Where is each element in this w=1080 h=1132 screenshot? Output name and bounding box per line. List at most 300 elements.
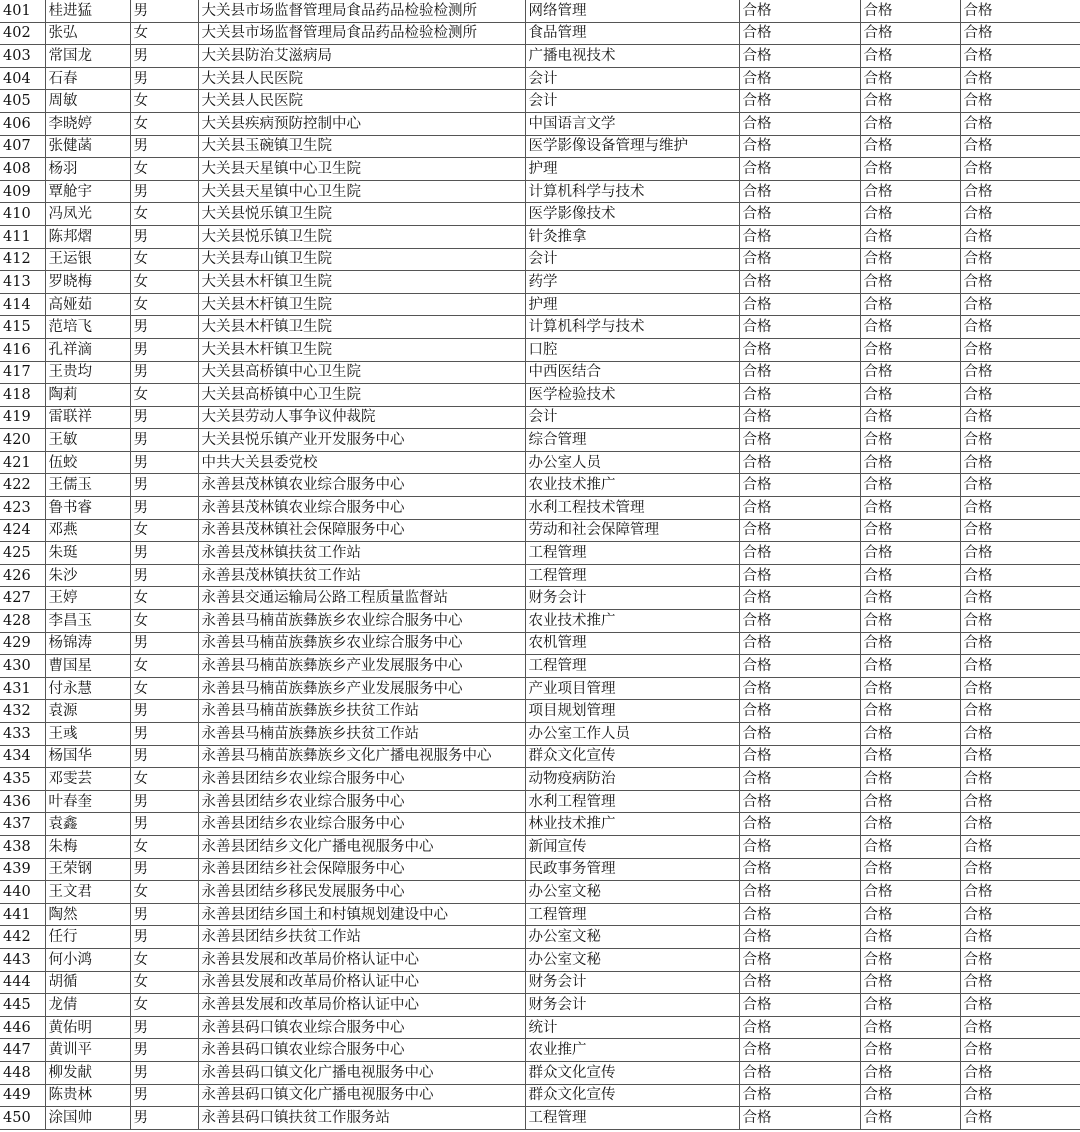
position-cell: 水利工程技术管理: [525, 497, 739, 520]
gender-cell: 男: [130, 406, 198, 429]
table-row: [0, 406, 1080, 429]
table-row: [0, 948, 1080, 971]
employer-unit-cell: 大关县天星镇中心卫生院: [198, 180, 525, 203]
result-cell-2: 合格: [860, 248, 960, 271]
result-cell-1: 合格: [739, 67, 860, 90]
result-cell-1: 合格: [739, 745, 860, 768]
result-cell-2: 合格: [860, 542, 960, 565]
result-cell-2: 合格: [860, 1039, 960, 1062]
employer-unit-cell: 永善县发展和改革局价格认证中心: [198, 971, 525, 994]
result-cell-3: 合格: [960, 587, 1080, 610]
result-cell-3: 合格: [960, 632, 1080, 655]
row-number-cell: 437: [0, 813, 45, 836]
result-cell-2: 合格: [860, 293, 960, 316]
name-cell: 柳发献: [45, 1061, 130, 1084]
table-row: [0, 587, 1080, 610]
row-number-cell: 423: [0, 497, 45, 520]
result-cell-2: 合格: [860, 429, 960, 452]
employer-unit-cell: 永善县团结乡农业综合服务中心: [198, 790, 525, 813]
position-cell: 农业技术推广: [525, 610, 739, 633]
result-cell-3: 合格: [960, 994, 1080, 1017]
gender-cell: 男: [130, 361, 198, 384]
result-cell-2: 合格: [860, 903, 960, 926]
table-row: [0, 813, 1080, 836]
name-cell: 黄训平: [45, 1039, 130, 1062]
row-number-cell: 443: [0, 948, 45, 971]
gender-cell: 男: [130, 903, 198, 926]
table-row: [0, 112, 1080, 135]
name-cell: 李昌玉: [45, 610, 130, 633]
name-cell: 涂国帅: [45, 1107, 130, 1130]
result-cell-2: 合格: [860, 858, 960, 881]
table-row: [0, 610, 1080, 633]
name-cell: 王文君: [45, 881, 130, 904]
table-row: [0, 881, 1080, 904]
position-cell: 办公室工作人员: [525, 723, 739, 746]
result-cell-1: 合格: [739, 519, 860, 542]
name-cell: 王荣钢: [45, 858, 130, 881]
employer-unit-cell: 永善县茂林镇农业综合服务中心: [198, 497, 525, 520]
row-number-cell: 433: [0, 723, 45, 746]
row-number-cell: 431: [0, 677, 45, 700]
employer-unit-cell: 永善县团结乡社会保障服务中心: [198, 858, 525, 881]
result-cell-1: 合格: [739, 1016, 860, 1039]
table-row: [0, 451, 1080, 474]
result-cell-2: 合格: [860, 1016, 960, 1039]
name-cell: 邓燕: [45, 519, 130, 542]
gender-cell: 男: [130, 700, 198, 723]
gender-cell: 女: [130, 948, 198, 971]
name-cell: 何小鸿: [45, 948, 130, 971]
gender-cell: 女: [130, 271, 198, 294]
gender-cell: 男: [130, 1107, 198, 1130]
name-cell: 雷联祥: [45, 406, 130, 429]
employer-unit-cell: 永善县码口镇农业综合服务中心: [198, 1039, 525, 1062]
result-cell-1: 合格: [739, 180, 860, 203]
result-cell-2: 合格: [860, 881, 960, 904]
row-number-cell: 428: [0, 610, 45, 633]
result-cell-3: 合格: [960, 203, 1080, 226]
row-number-cell: 403: [0, 45, 45, 68]
table-row: [0, 429, 1080, 452]
position-cell: 中国语言文学: [525, 112, 739, 135]
position-cell: 项目规划管理: [525, 700, 739, 723]
employer-unit-cell: 永善县茂林镇扶贫工作站: [198, 542, 525, 565]
position-cell: 网络管理: [525, 0, 739, 22]
result-cell-1: 合格: [739, 1039, 860, 1062]
position-cell: 工程管理: [525, 655, 739, 678]
table-row: [0, 45, 1080, 68]
gender-cell: 女: [130, 203, 198, 226]
row-number-cell: 411: [0, 225, 45, 248]
position-cell: 针灸推拿: [525, 225, 739, 248]
employer-unit-cell: 永善县茂林镇农业综合服务中心: [198, 474, 525, 497]
row-number-cell: 420: [0, 429, 45, 452]
result-cell-2: 合格: [860, 723, 960, 746]
row-number-cell: 418: [0, 384, 45, 407]
row-number-cell: 439: [0, 858, 45, 881]
result-cell-1: 合格: [739, 768, 860, 791]
position-cell: 会计: [525, 90, 739, 113]
row-number-cell: 413: [0, 271, 45, 294]
result-cell-1: 合格: [739, 610, 860, 633]
result-cell-3: 合格: [960, 700, 1080, 723]
result-cell-2: 合格: [860, 587, 960, 610]
position-cell: 护理: [525, 158, 739, 181]
position-cell: 群众文化宣传: [525, 745, 739, 768]
result-cell-3: 合格: [960, 384, 1080, 407]
result-cell-3: 合格: [960, 451, 1080, 474]
table-row: [0, 158, 1080, 181]
position-cell: 口腔: [525, 338, 739, 361]
result-cell-1: 合格: [739, 926, 860, 949]
row-number-cell: 404: [0, 67, 45, 90]
name-cell: 陶然: [45, 903, 130, 926]
result-cell-3: 合格: [960, 158, 1080, 181]
result-cell-1: 合格: [739, 1061, 860, 1084]
gender-cell: 女: [130, 293, 198, 316]
table-row: [0, 835, 1080, 858]
row-number-cell: 446: [0, 1016, 45, 1039]
result-cell-3: 合格: [960, 813, 1080, 836]
position-cell: 财务会计: [525, 971, 739, 994]
gender-cell: 女: [130, 90, 198, 113]
position-cell: 办公室文秘: [525, 881, 739, 904]
position-cell: 食品管理: [525, 22, 739, 45]
result-cell-1: 合格: [739, 632, 860, 655]
result-cell-3: 合格: [960, 248, 1080, 271]
employer-unit-cell: 永善县马楠苗族彝族乡产业发展服务中心: [198, 655, 525, 678]
gender-cell: 男: [130, 135, 198, 158]
gender-cell: 男: [130, 1061, 198, 1084]
gender-cell: 男: [130, 316, 198, 339]
gender-cell: 男: [130, 813, 198, 836]
result-cell-2: 合格: [860, 790, 960, 813]
row-number-cell: 435: [0, 768, 45, 791]
row-number-cell: 408: [0, 158, 45, 181]
result-cell-3: 合格: [960, 971, 1080, 994]
table-row: [0, 1084, 1080, 1107]
table-row: [0, 1107, 1080, 1130]
position-cell: 广播电视技术: [525, 45, 739, 68]
employer-unit-cell: 大关县悦乐镇卫生院: [198, 225, 525, 248]
name-cell: 高娅茹: [45, 293, 130, 316]
position-cell: 计算机科学与技术: [525, 180, 739, 203]
employer-unit-cell: 永善县团结乡移民发展服务中心: [198, 881, 525, 904]
employer-unit-cell: 永善县马楠苗族彝族乡文化广播电视服务中心: [198, 745, 525, 768]
employer-unit-cell: 永善县马楠苗族彝族乡扶贫工作站: [198, 700, 525, 723]
table-row: [0, 1039, 1080, 1062]
result-cell-1: 合格: [739, 813, 860, 836]
row-number-cell: 427: [0, 587, 45, 610]
table-row: [0, 1016, 1080, 1039]
employer-unit-cell: 中共大关县委党校: [198, 451, 525, 474]
table-row: [0, 677, 1080, 700]
result-cell-2: 合格: [860, 655, 960, 678]
result-cell-3: 合格: [960, 0, 1080, 22]
position-cell: 群众文化宣传: [525, 1084, 739, 1107]
name-cell: 曹国星: [45, 655, 130, 678]
name-cell: 朱梅: [45, 835, 130, 858]
result-cell-1: 合格: [739, 881, 860, 904]
row-number-cell: 447: [0, 1039, 45, 1062]
result-cell-3: 合格: [960, 881, 1080, 904]
position-cell: 办公室文秘: [525, 948, 739, 971]
row-number-cell: 449: [0, 1084, 45, 1107]
result-cell-2: 合格: [860, 203, 960, 226]
position-cell: 群众文化宣传: [525, 1061, 739, 1084]
table-row: [0, 203, 1080, 226]
gender-cell: 男: [130, 790, 198, 813]
row-number-cell: 410: [0, 203, 45, 226]
result-cell-2: 合格: [860, 519, 960, 542]
position-cell: 财务会计: [525, 994, 739, 1017]
gender-cell: 男: [130, 225, 198, 248]
employer-unit-cell: 永善县码口镇扶贫工作服务站: [198, 1107, 525, 1130]
position-cell: 农机管理: [525, 632, 739, 655]
name-cell: 朱珽: [45, 542, 130, 565]
gender-cell: 男: [130, 1084, 198, 1107]
position-cell: 综合管理: [525, 429, 739, 452]
result-cell-2: 合格: [860, 271, 960, 294]
name-cell: 覃舱宇: [45, 180, 130, 203]
employer-unit-cell: 永善县发展和改革局价格认证中心: [198, 994, 525, 1017]
name-cell: 李晓婷: [45, 112, 130, 135]
row-number-cell: 440: [0, 881, 45, 904]
employer-unit-cell: 永善县团结乡农业综合服务中心: [198, 813, 525, 836]
result-cell-3: 合格: [960, 316, 1080, 339]
gender-cell: 女: [130, 519, 198, 542]
name-cell: 叶春奎: [45, 790, 130, 813]
gender-cell: 男: [130, 497, 198, 520]
result-cell-1: 合格: [739, 45, 860, 68]
employer-unit-cell: 永善县团结乡扶贫工作站: [198, 926, 525, 949]
name-cell: 石春: [45, 67, 130, 90]
name-cell: 袁鑫: [45, 813, 130, 836]
result-cell-2: 合格: [860, 926, 960, 949]
row-number-cell: 412: [0, 248, 45, 271]
name-cell: 陈邦熠: [45, 225, 130, 248]
name-cell: 龙倩: [45, 994, 130, 1017]
result-cell-1: 合格: [739, 406, 860, 429]
result-cell-2: 合格: [860, 67, 960, 90]
result-cell-2: 合格: [860, 994, 960, 1017]
result-cell-2: 合格: [860, 158, 960, 181]
table-row: [0, 293, 1080, 316]
position-cell: 医学影像设备管理与维护: [525, 135, 739, 158]
employer-unit-cell: 永善县马楠苗族彝族乡扶贫工作站: [198, 723, 525, 746]
employer-unit-cell: 永善县团结乡文化广播电视服务中心: [198, 835, 525, 858]
result-cell-3: 合格: [960, 112, 1080, 135]
gender-cell: 男: [130, 1039, 198, 1062]
employer-unit-cell: 大关县高桥镇中心卫生院: [198, 384, 525, 407]
result-cell-2: 合格: [860, 1061, 960, 1084]
result-cell-2: 合格: [860, 497, 960, 520]
result-cell-2: 合格: [860, 45, 960, 68]
gender-cell: 女: [130, 994, 198, 1017]
row-number-cell: 416: [0, 338, 45, 361]
position-cell: 财务会计: [525, 587, 739, 610]
table-row: [0, 564, 1080, 587]
gender-cell: 男: [130, 0, 198, 22]
employer-unit-cell: 永善县马楠苗族彝族乡产业发展服务中心: [198, 677, 525, 700]
table-row: [0, 248, 1080, 271]
employer-unit-cell: 大关县寿山镇卫生院: [198, 248, 525, 271]
position-cell: 会计: [525, 406, 739, 429]
table-row: [0, 271, 1080, 294]
row-number-cell: 434: [0, 745, 45, 768]
result-cell-2: 合格: [860, 180, 960, 203]
gender-cell: 男: [130, 542, 198, 565]
position-cell: 工程管理: [525, 542, 739, 565]
gender-cell: 男: [130, 723, 198, 746]
result-cell-1: 合格: [739, 22, 860, 45]
result-cell-1: 合格: [739, 0, 860, 22]
table-row: [0, 926, 1080, 949]
gender-cell: 女: [130, 677, 198, 700]
table-row: [0, 338, 1080, 361]
name-cell: 邓雯芸: [45, 768, 130, 791]
name-cell: 袁源: [45, 700, 130, 723]
row-number-cell: 406: [0, 112, 45, 135]
name-cell: 黄佑明: [45, 1016, 130, 1039]
result-cell-1: 合格: [739, 994, 860, 1017]
result-cell-3: 合格: [960, 271, 1080, 294]
position-cell: 动物疫病防治: [525, 768, 739, 791]
gender-cell: 男: [130, 67, 198, 90]
table-row: [0, 632, 1080, 655]
result-cell-2: 合格: [860, 361, 960, 384]
row-number-cell: 445: [0, 994, 45, 1017]
gender-cell: 女: [130, 835, 198, 858]
result-cell-3: 合格: [960, 361, 1080, 384]
table-row: [0, 971, 1080, 994]
row-number-cell: 442: [0, 926, 45, 949]
gender-cell: 女: [130, 610, 198, 633]
gender-cell: 男: [130, 180, 198, 203]
row-number-cell: 419: [0, 406, 45, 429]
result-cell-2: 合格: [860, 564, 960, 587]
row-number-cell: 450: [0, 1107, 45, 1130]
employer-unit-cell: 永善县团结乡国土和村镇规划建设中心: [198, 903, 525, 926]
result-cell-2: 合格: [860, 768, 960, 791]
result-cell-2: 合格: [860, 22, 960, 45]
name-cell: 周敏: [45, 90, 130, 113]
name-cell: 桂进猛: [45, 0, 130, 22]
result-cell-2: 合格: [860, 112, 960, 135]
result-cell-3: 合格: [960, 677, 1080, 700]
position-cell: 会计: [525, 248, 739, 271]
gender-cell: 男: [130, 564, 198, 587]
result-cell-3: 合格: [960, 90, 1080, 113]
result-cell-2: 合格: [860, 610, 960, 633]
result-cell-3: 合格: [960, 429, 1080, 452]
position-cell: 药学: [525, 271, 739, 294]
result-cell-1: 合格: [739, 1107, 860, 1130]
gender-cell: 男: [130, 451, 198, 474]
employer-unit-cell: 大关县劳动人事争议仲裁院: [198, 406, 525, 429]
gender-cell: 女: [130, 655, 198, 678]
name-cell: 罗晓梅: [45, 271, 130, 294]
table-row: [0, 700, 1080, 723]
gender-cell: 女: [130, 22, 198, 45]
table-row: [0, 316, 1080, 339]
position-cell: 工程管理: [525, 1107, 739, 1130]
result-cell-3: 合格: [960, 790, 1080, 813]
result-cell-1: 合格: [739, 790, 860, 813]
result-cell-3: 合格: [960, 45, 1080, 68]
table-row: [0, 745, 1080, 768]
table-row: [0, 497, 1080, 520]
result-cell-3: 合格: [960, 1107, 1080, 1130]
name-cell: 杨国华: [45, 745, 130, 768]
result-cell-2: 合格: [860, 338, 960, 361]
row-number-cell: 429: [0, 632, 45, 655]
row-number-cell: 417: [0, 361, 45, 384]
gender-cell: 女: [130, 158, 198, 181]
table-row: [0, 384, 1080, 407]
employer-unit-cell: 大关县天星镇中心卫生院: [198, 158, 525, 181]
name-cell: 冯凤光: [45, 203, 130, 226]
result-cell-3: 合格: [960, 225, 1080, 248]
table-row: [0, 90, 1080, 113]
name-cell: 常国龙: [45, 45, 130, 68]
position-cell: 水利工程管理: [525, 790, 739, 813]
result-cell-3: 合格: [960, 655, 1080, 678]
gender-cell: 男: [130, 926, 198, 949]
result-cell-1: 合格: [739, 271, 860, 294]
result-cell-1: 合格: [739, 429, 860, 452]
result-cell-2: 合格: [860, 1107, 960, 1130]
name-cell: 范培飞: [45, 316, 130, 339]
result-cell-1: 合格: [739, 451, 860, 474]
result-cell-1: 合格: [739, 542, 860, 565]
result-cell-2: 合格: [860, 948, 960, 971]
table-row: [0, 858, 1080, 881]
row-number-cell: 422: [0, 474, 45, 497]
result-cell-2: 合格: [860, 745, 960, 768]
row-number-cell: 415: [0, 316, 45, 339]
result-cell-3: 合格: [960, 406, 1080, 429]
result-cell-1: 合格: [739, 835, 860, 858]
result-cell-3: 合格: [960, 293, 1080, 316]
result-cell-3: 合格: [960, 1039, 1080, 1062]
result-cell-1: 合格: [739, 203, 860, 226]
result-cell-3: 合格: [960, 723, 1080, 746]
result-cell-1: 合格: [739, 497, 860, 520]
row-number-cell: 407: [0, 135, 45, 158]
gender-cell: 女: [130, 768, 198, 791]
result-cell-3: 合格: [960, 745, 1080, 768]
result-cell-2: 合格: [860, 632, 960, 655]
result-cell-2: 合格: [860, 316, 960, 339]
result-cell-2: 合格: [860, 971, 960, 994]
name-cell: 鲁书睿: [45, 497, 130, 520]
result-cell-3: 合格: [960, 858, 1080, 881]
result-cell-1: 合格: [739, 361, 860, 384]
name-cell: 杨羽: [45, 158, 130, 181]
result-cell-2: 合格: [860, 474, 960, 497]
row-number-cell: 424: [0, 519, 45, 542]
employer-unit-cell: 永善县马楠苗族彝族乡农业综合服务中心: [198, 610, 525, 633]
name-cell: 王儒玉: [45, 474, 130, 497]
row-number-cell: 421: [0, 451, 45, 474]
name-cell: 胡循: [45, 971, 130, 994]
gender-cell: 女: [130, 587, 198, 610]
row-number-cell: 414: [0, 293, 45, 316]
position-cell: 办公室文秘: [525, 926, 739, 949]
result-cell-1: 合格: [739, 564, 860, 587]
